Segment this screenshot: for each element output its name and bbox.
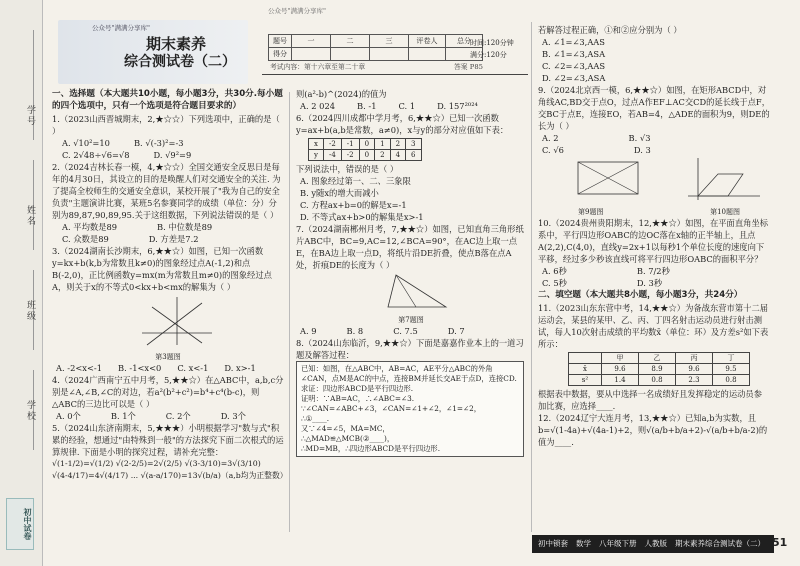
score-table: [268, 34, 483, 61]
q5-option-d: D. 157²⁰²⁴: [437, 101, 478, 112]
score-head: 三: [370, 35, 409, 48]
question-1: 1.（2023山西晋城期末，2,★☆☆）下列选项中，正确的是（ ）: [52, 113, 280, 136]
q6-cell: -2: [341, 150, 359, 161]
q6-cell: 0: [359, 139, 374, 150]
q8-option-c: C. ∠2=∠3,AAS: [542, 61, 606, 72]
question-6: 6.（2024四川成都中学月考，6,★★☆）已知一次函数y=ax+b(a,b是常数，a≠0)，x与y的部分对应值如下表：: [296, 113, 509, 136]
q10-option-a: A. 6秒: [542, 266, 567, 277]
name-label: 姓名: [25, 205, 36, 227]
footer-subject: 数学: [576, 538, 591, 548]
q8-given: 已知：如图，在△ABC中，AB=AC，AE平分△ABC的外角∠CAN，点M是AC的中点，连接BM并延长交AE于点D，连接CD.: [301, 363, 517, 383]
q10-figure-caption: 第10题图: [710, 208, 740, 217]
q6-cell: 1: [375, 139, 390, 150]
q11-cell: 1.4: [602, 375, 639, 386]
q3-figure-caption: 第3题图: [155, 353, 181, 362]
q6-cell: 3: [406, 139, 421, 150]
score-head: 二: [331, 35, 370, 48]
junior-exam-badge: 初中试卷: [6, 498, 34, 550]
page-number: 51: [772, 536, 788, 549]
question-7: 7.（2024湖南郴州月考，7,★★☆）如图，已知直角三角形纸片ABC中，BC=9,AC=12,∠BCA=90°，在AC边上取一点E，在BA边上取一点D，将纸片沿DE折叠，使点B落在点A处，折痕DE的长度为（ ）: [296, 224, 524, 271]
q11-cell: 9.5: [713, 364, 750, 375]
page-subtitle: 综合测试卷（二）: [124, 54, 236, 70]
score-head: 总分: [446, 35, 483, 48]
q11-cell: s²: [569, 375, 602, 386]
exam-scope: 考试内容：第十六章至第二十章: [270, 63, 366, 71]
q11-cell: 丁: [713, 352, 750, 363]
q8-step: ∴①____.: [301, 414, 330, 423]
q3-option-c: C. x<-1: [177, 363, 209, 374]
q6-prompt: 下列说法中，错误的是（ ）: [296, 164, 399, 175]
q6-option-d: D. 不等式ax+b>0的解集是x>-1: [300, 212, 424, 223]
section-choice-heading: 一、选择题（本大题共10小题，每小题3分，共30分.每小题的四个选项中，只有一个选项是符合题目要求的）: [52, 89, 283, 112]
q9-option-b: B. √3: [628, 133, 651, 144]
q6-cell: -4: [323, 150, 341, 161]
q8-step: ∵∠CAN=∠ABC+∠3，∠CAN=∠1+∠2，∠1=∠2，: [301, 403, 482, 413]
footer-exam-name: 期末素养综合测试卷（二）: [675, 538, 765, 548]
q2-option-a: A. 平均数是89: [62, 222, 118, 233]
footer-series: 初中锁套: [538, 538, 568, 548]
q11-cell: 甲: [602, 352, 639, 363]
header-rule: [262, 74, 528, 75]
q6-cell: 4: [390, 150, 405, 161]
question-10: 10.（2024贵州贵阳期末，12,★★☆）如图，在平面直角坐标系中，平行四边形OABC的边OC落在x轴的正半轴上，且点A(2,2),C(4,0)，直线y=2x+1以每秒1个单位长度的速度向下平移，经过多少秒该直线可将平行四边形OABC的面积平分？: [538, 218, 769, 265]
q8-option-d: D. ∠2=∠3,ASA: [542, 73, 606, 84]
q6-cell: 0: [359, 150, 374, 161]
q3-option-b: B. -1<x<0: [118, 363, 162, 374]
q9-option-d: D. 3: [633, 145, 651, 156]
question-9: 9.（2024北京西一模，6,★★☆）如图，在矩形ABCD中，对角线AC,BD交于点O，过点A作EF⊥AC交CD的延长线于点F，交BC于点E，连接EO，若AB=4，△ADE的面积为9，则DE的长为（ ）: [538, 85, 770, 132]
question-2: 2.（2024吉林长春一模，4,★☆☆）全国交通安全反思日是每年的4月30日，其设立的目的是唤醒人们对交通安全的关注. 为了提高全校师生的交通安全意识，某校开展了"我为自己的安全负责"主题演讲比赛，某班5名参赛同学的成绩（单位：分）分别为89,87,90,89,95.关于这组数据，下列说法错误的是（ ）: [52, 161, 281, 221]
watermark-banner: 公众号"满满分享库": [92, 24, 150, 32]
q1-option-d: D. √9²=9: [153, 149, 192, 160]
q6-cell: 6: [406, 150, 421, 161]
q9-option-a: A. 2: [542, 133, 559, 144]
q5-option-b: B. -1: [357, 101, 377, 112]
q11-score-table: [568, 352, 750, 386]
q1-option-a: A. √10²=10: [62, 137, 110, 148]
q8-prove: 求证：四边形ABCD是平行四边形.: [301, 383, 414, 393]
q6-cell: -1: [341, 139, 359, 150]
q11-cell: 丙: [676, 352, 713, 363]
q10-option-d: D. 3秒: [636, 278, 663, 289]
q2-option-d: D. 方差是7.2: [148, 234, 199, 245]
q11-cell: 2.3: [676, 375, 713, 386]
q6-cell: 2: [390, 139, 405, 150]
q6-option-a: A. 图象经过第一、二、三象限: [300, 176, 411, 187]
binding-strip: [0, 0, 43, 566]
q4-option-b: B. 1个: [110, 411, 136, 422]
q2-option-c: C. 众数是89: [62, 234, 109, 245]
section-fill-heading: 二、填空题（本大题共8小题，每小题3分，共24分）: [538, 290, 743, 301]
q10-option-c: C. 5秒: [542, 278, 567, 289]
score-head: 一: [292, 35, 331, 48]
class-label: 班级: [25, 300, 36, 322]
q8-step: 证明：∵AB=AC，∴∠ABC=∠3.: [301, 393, 415, 403]
q4-option-a: A. 0个: [56, 411, 81, 422]
q1-option-c: C. 2√48÷√6=√8: [62, 149, 130, 160]
full-score: 满分:120分: [470, 51, 507, 59]
q8-option-a: A. ∠1=∠3,AAS: [542, 37, 605, 48]
q2-option-b: B. 中位数是89: [157, 222, 213, 233]
q11-cell: 9.6: [602, 364, 639, 375]
footer-grade: 八年级下册: [599, 538, 637, 548]
q5-option-c: C. 1: [398, 101, 416, 112]
q11-cell: 8.9: [639, 364, 676, 375]
q11-cell: 0.8: [639, 375, 676, 386]
q4-option-d: D. 3个: [220, 411, 246, 422]
q5-formula-row1: √(1-1/2)=√(1/2) √(2-2/5)=2√(2/5) √(3-3/10)=3√(3/10): [52, 459, 261, 469]
footer-edition: 人教版: [644, 538, 667, 548]
q1-option-b: B. √(-3)²=-3: [133, 137, 184, 148]
q9-figure-caption: 第9题图: [578, 208, 604, 217]
question-3: 3.（2024湖南长沙期末，6,★★☆）如图，已知一次函数y=kx+b(k,b为常数且k≠0)的图象经过点A(-1,2)和点B(-2,0)，正比例函数y=mx(m为常数且m≠0)的图象经过点A，则关于x的不等式0<kx+b<mx的解集为（ ）: [52, 246, 272, 293]
q5-continuation: 则(a²-b)^(2024)的值为: [296, 89, 387, 99]
page-footer: [532, 535, 774, 553]
q6-value-table: [308, 138, 422, 161]
q8-step: 又∵∠4=∠5，MA=MC，: [301, 424, 390, 434]
q6-option-b: B. y随x的增大而减小: [300, 188, 379, 199]
column-divider: [289, 92, 290, 532]
q7-figure-caption: 第7题图: [398, 315, 424, 324]
score-head: 评卷人: [409, 35, 446, 48]
q7-option-d: D. 7: [447, 325, 465, 336]
q8-question-prompt: 若解答过程正确，①和②应分别为（ ）: [538, 25, 682, 35]
score-head: 题号: [269, 35, 292, 48]
question-11: 11.（2023山东东营中考，14,★★☆）为备战东营市第十二届运动会，某县的某甲、乙、丙、丁四名射击运动员进行射击测试，每人10次射击成绩的平均数x̄（单位：环）及方差s²如下表所示：: [538, 302, 769, 349]
exam-time: 时间:120分钟: [470, 39, 514, 47]
q7-option-a: A. 9: [300, 325, 317, 336]
q9-option-c: C. √6: [542, 145, 564, 156]
q8-solution-box: [296, 361, 524, 458]
q8-step: ∴△MAD≌△MCB(②____)，: [301, 434, 395, 444]
q6-option-c: C. 方程ax+b=0的解是x=-1: [300, 200, 407, 211]
q8-step: ∴MD=MB，∴四边形ABCD是平行四边形.: [301, 444, 441, 454]
page-title: 期末素养: [146, 35, 207, 53]
question-4: 4.（2024广西南宁五中月考，5,★★☆）在△ABC中，a,b,c分别是∠A,∠B,∠C的对边，若a²(b²+c²)=b⁴+c⁴(b-c)，则△ABC的三边比可以是（ ）: [52, 375, 284, 410]
q11-cell: 0.8: [713, 375, 750, 386]
q5-option-a: A. 2 024: [300, 101, 336, 112]
question-12: 12.（2024辽宁大连月考，13,★★☆）已知a,b为实数，且b=√(1-4a)+√(4a-1)+2，则√(a/b+b/a+2)-√(a/b+b/a-2)的值为____.: [538, 413, 768, 448]
q6-cell: y: [309, 150, 324, 161]
q4-option-c: C. 2个: [165, 411, 191, 422]
q10-option-b: B. 7/2秒: [636, 266, 670, 277]
q11-cell: 9.6: [676, 364, 713, 375]
column-divider: [531, 22, 532, 532]
school-label: 学校: [25, 400, 36, 422]
q3-option-a: A. -2<x<-1: [56, 363, 103, 374]
watermark-top: 公众号"满满分享库": [268, 7, 326, 15]
q3-option-d: D. x>-1: [224, 363, 256, 374]
question-5: 5.（2024山东济南期末，5,★★★）小明根据学习"数与式"积累的经验，想通过"由特殊到一般"的方法探究下面二次根式的运算规律. 下面是小明的探究过程，请补充完整：: [52, 423, 284, 458]
score-head: 得分: [269, 48, 292, 61]
question-8: 8.（2024山东临沂，9,★★☆）下面是嘉嘉作业本上的一道习题及解答过程：: [296, 337, 524, 360]
student-id-label: 学号: [25, 105, 36, 127]
q6-cell: x: [309, 139, 324, 150]
q11-cell: 乙: [639, 352, 676, 363]
q6-cell: 2: [375, 150, 390, 161]
q11-cell: [569, 352, 602, 363]
q3-graph-figure: [52, 293, 284, 349]
q11-prompt: 根据表中数据，要从中选择一名成绩好且发挥稳定的运动员参加比赛，应选择____.: [538, 389, 763, 412]
q7-triangle-figure: [296, 271, 526, 311]
q7-option-b: B. 8: [346, 325, 364, 336]
q7-option-c: C. 7.5: [393, 325, 418, 336]
q9-q10-figures: [538, 156, 770, 204]
q6-cell: -2: [323, 139, 341, 150]
q8-option-b: B. ∠1=∠3,ASA: [542, 49, 606, 60]
q11-cell: x̄: [569, 364, 602, 375]
answer-page: 答案 P85: [454, 63, 483, 71]
q5-formula-row2: √(4-4/17)=4√(4/17) ... √(a-a/170)=13√(b/a)（a,b均为正整数）: [52, 470, 288, 480]
